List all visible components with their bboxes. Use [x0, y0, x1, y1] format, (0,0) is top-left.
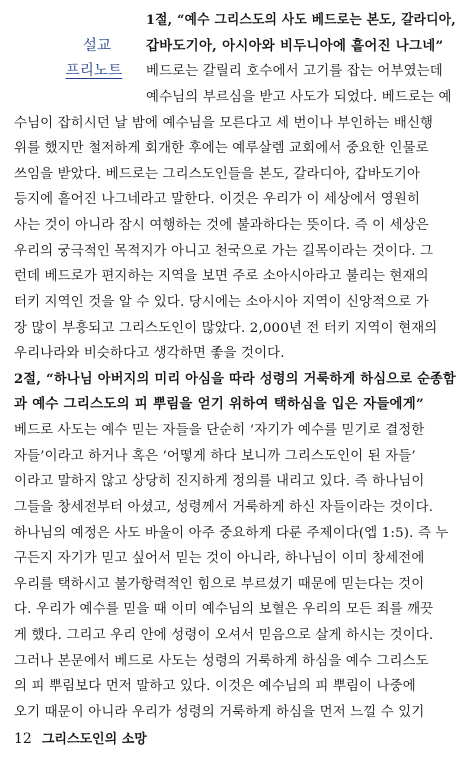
paragraph-line: 쓰임을 받았다. 베드로는 그리스도인들을 본도, 갈라디아, 갑바도기아 — [14, 166, 421, 182]
text-line — [0, 341, 470, 367]
paragraph-line: 우리의 궁극적인 목적지가 아니고 천국으로 가는 길목이라는 것이다. 그 — [14, 243, 434, 259]
verse-heading: 2절, “하나님 아버지의 미리 아심을 따라 성령의 거룩하게 하심으로 순종함 — [14, 370, 456, 387]
paragraph-line: 의 피 뿌림보다 먼저 말하고 있다. 이것은 예수님의 피 뿌림이 나중에 — [14, 679, 416, 695]
paragraph-line: 위를 했지만 철저하게 회개한 후에는 예루살렘 교회에서 중요한 인물로 — [14, 141, 429, 157]
text-line — [0, 34, 470, 60]
text-line — [0, 367, 470, 393]
text-line — [0, 521, 470, 547]
text-line — [0, 316, 470, 342]
sidebar-label-1: 설교 — [82, 37, 112, 54]
text-line — [0, 290, 470, 316]
text-line — [0, 572, 470, 598]
text-line — [0, 700, 470, 726]
paragraph-line: 구든지 자기가 믿고 싶어서 믿는 것이 아니라, 하나님이 이미 창세전에 — [14, 551, 425, 567]
paragraph-line: 장 많이 부흥되고 그리스도인이 많았다. 2,000년 전 터키 지역이 현재의 — [14, 320, 438, 336]
text-line — [0, 469, 470, 495]
sidebar-label-2: 프리노트 — [65, 63, 123, 80]
text-line — [0, 8, 470, 34]
text-line — [0, 136, 470, 162]
text-line — [0, 546, 470, 572]
text-line — [0, 162, 470, 188]
text-line — [0, 674, 470, 700]
text-line — [0, 495, 470, 521]
text-line — [0, 623, 470, 649]
page-footer — [14, 727, 147, 752]
paragraph-line: 우리나라와 비슷하다고 생각하면 좋을 것이다. — [14, 346, 285, 362]
text-line — [0, 187, 470, 213]
paragraph-line: 베드로 사도는 예수 믿는 자들을 단순히 ‘자기가 예수를 믿기로 결정한 — [14, 423, 425, 439]
page-number: 12 — [14, 731, 32, 747]
paragraph-line: 수님이 잡히시던 날 밤에 예수님을 모른다고 세 번이나 부인하는 배신행 — [14, 115, 434, 131]
paragraph-line: 하나님의 예정은 사도 바울이 아주 중요하게 다룬 주제이다(엡 1:5). 즉 누 — [14, 525, 449, 541]
text-line — [0, 418, 470, 444]
paragraph-line: 그들을 창세전부터 아셨고, 성령께서 거룩하게 하신 자들이라는 것이다. — [14, 499, 434, 515]
verse-heading: 1절, “예수 그리스도의 사도 베드로는 본도, 갈라디아, — [146, 12, 456, 28]
paragraph-line: 터키 지역인 것을 알 수 있다. 당시에는 소아시아 지역이 신앙적으로 가 — [14, 294, 429, 310]
text-line — [0, 264, 470, 290]
paragraph-line: 이라고 말하지 않고 상당히 진지하게 정의를 내리고 있다. 즉 하나님이 — [14, 474, 425, 490]
paragraph-line: 런데 베드로가 편지하는 지역을 보면 주로 소아시아라고 불리는 현재의 — [14, 269, 429, 285]
paragraph-line: 우리를 택하시고 불가항력적인 힘으로 부르셨기 때문에 믿는다는 것이 — [14, 576, 425, 592]
paragraph-line: 자들’이라고 하거나 혹은 ‘어떻게 하다 보니까 그리스도인이 된 자들’ — [14, 448, 416, 464]
book-title: 그리스도인의 소망 — [41, 732, 147, 747]
paragraph-line: 그러나 본문에서 베드로 사도는 성령의 거룩하게 하심을 예수 그리스도 — [14, 653, 429, 669]
verse-heading: 갑바도기아, 아시아와 비두니아에 흩어진 나그네” — [146, 37, 444, 54]
paragraph-line: 사는 것이 아니라 잠시 여행하는 것에 불과하다는 뜻이다. 즉 이 세상은 — [14, 218, 429, 234]
paragraph-line: 오기 때문이 아니라 우리가 성령의 거룩하게 하심을 먼저 느낄 수 있기 — [14, 705, 425, 720]
text-line — [0, 649, 470, 675]
text-line — [0, 392, 470, 418]
text-line — [0, 239, 470, 265]
paragraph-line: 게 했다. 그리고 우리 안에 성령이 오셔서 믿음으로 살게 하시는 것이다. — [14, 628, 434, 644]
text-line — [0, 444, 470, 470]
text-line — [0, 59, 470, 85]
text-line — [0, 597, 470, 623]
text-line — [0, 111, 470, 137]
paragraph-line: 베드로는 갈릴리 호수에서 고기를 잡는 어부였는데 — [146, 64, 443, 80]
text-line — [0, 85, 470, 111]
paragraph-line: 다. 우리가 예수를 믿을 때 이미 예수님의 보혈은 우리의 모든 죄를 깨끗 — [14, 602, 434, 618]
text-line — [0, 213, 470, 239]
paragraph-line: 예수님의 부르심을 받고 사도가 되었다. 베드로는 예 — [146, 89, 452, 105]
paragraph-line: 등지에 흩어진 나그네라고 말한다. 이것은 우리가 이 세상에서 영원히 — [14, 192, 421, 208]
verse-heading: 과 예수 그리스도의 피 뿌림을 얻기 위하여 택하심을 입은 자들에게” — [14, 396, 425, 413]
